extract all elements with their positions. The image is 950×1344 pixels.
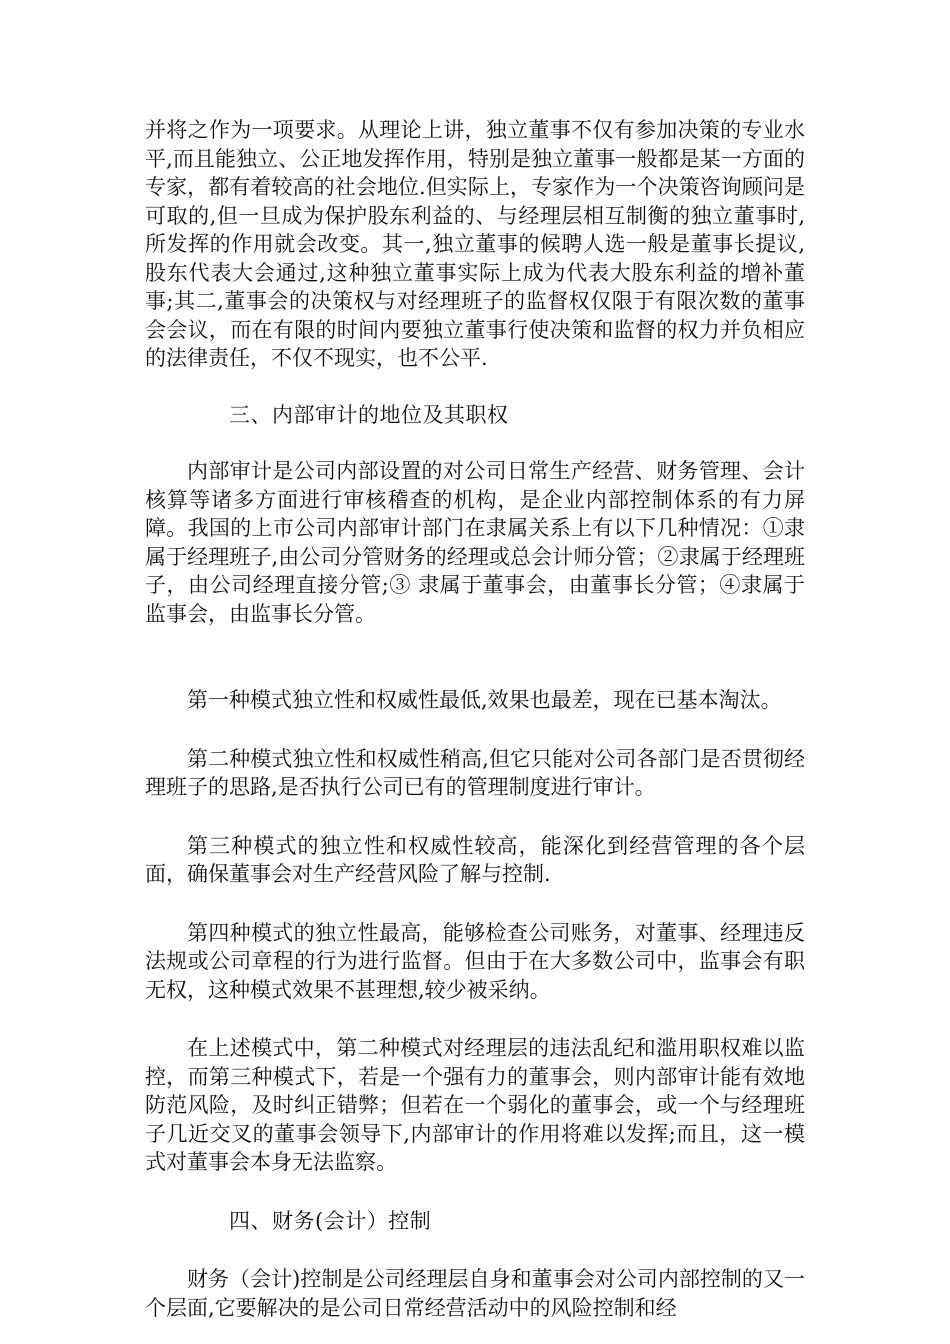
spacer: [145, 802, 805, 832]
spacer: [145, 373, 805, 401]
spacer: [145, 1235, 805, 1265]
paragraph-financial-control: 财务（会计)控制是公司经理层自身和董事会对公司内部控制的又一个层面,它要解决的是公司日常经营活动中的风险控制和经: [145, 1267, 805, 1320]
spacer: [145, 889, 805, 919]
spacer: [145, 628, 805, 686]
paragraph-mode-one: 第一种模式独立性和权威性最低,效果也最差，现在已基本淘汰。: [187, 688, 782, 712]
paragraph-mode-four: 第四种模式的独立性最高，能够检查公司账务，对董事、经理违反法规或公司章程的行为进行监督。但由于在大多数公司中，监事会有职无权，这种模式效果不甚理想,较少被采纳。: [145, 920, 805, 1002]
paragraph-mode-three: 第三种模式的独立性和权威性较高，能深化到经营管理的各个层面，确保董事会对生产经营风险了解与控制.: [145, 833, 805, 886]
paragraph-mode-two: 第二种模式独立性和权威性稍高,但它只能对公司各部门是否贯彻经理班子的思路,是否执行公司已有的管理制度进行审计。: [145, 746, 805, 799]
paragraph-independent-directors: 并将之作为一项要求。从理论上讲，独立董事不仅有参加决策的专业水平,而且能独立、公正地发挥作用，特别是独立董事一般都是某一方面的专家，都有着较高的社会地位.但实际上，专家作为一个决策咨询顾问是可取的,但一旦成为保护股东利益的、与经理层相互制衡的独立董事时,所发挥的作用就会改变。其一,独立董事的候聘人选一般是董事长提议,股东代表大会通过,这种独立董事实际上成为代表大股东利益的增补董事;其二,董事会的决策权与对经理班子的监督权仅限于有限次数的董事会会议，而在有限的时间内要独立董事行使决策和监督的权力并负相应的法律责任，不仅不现实，也不公平.: [145, 118, 805, 370]
spacer: [145, 715, 805, 745]
section-heading-internal-audit: 三、内部审计的地位及其职权: [229, 402, 509, 427]
spacer: [145, 429, 805, 457]
paragraph-internal-audit-intro: 内部审计是公司内部设置的对公司日常生产经营、财务管理、会计核算等诸多方面进行审核稽查的机构，是企业内部控制体系的有力屏障。我国的上市公司内部审计部门在隶属关系上有以下几种情况：①隶属于经理班子,由公司分管财务的经理或总会计师分管；②隶属于经理班子，由公司经理直接分管;③ 隶属于董事会，由董事长分管；④隶属于监事会，由监事长分管。: [145, 459, 805, 626]
paragraph-mode-comparison: 在上述模式中，第二种模式对经理层的违法乱纪和滥用职权难以监控，而第三种模式下，若是一个强有力的董事会，则内部审计能有效地防范风险，及时纠正错弊；但若在一个弱化的董事会，或一个与经理班子几近交叉的董事会领导下,内部审计的作用将难以发挥;而且，这一模式对董事会本身无法监察。: [145, 1036, 805, 1174]
spacer: [145, 1004, 805, 1034]
document-page: [145, 116, 805, 1322]
section-heading-financial-control: 四、财务(会计）控制: [229, 1208, 432, 1233]
spacer: [145, 1177, 805, 1207]
